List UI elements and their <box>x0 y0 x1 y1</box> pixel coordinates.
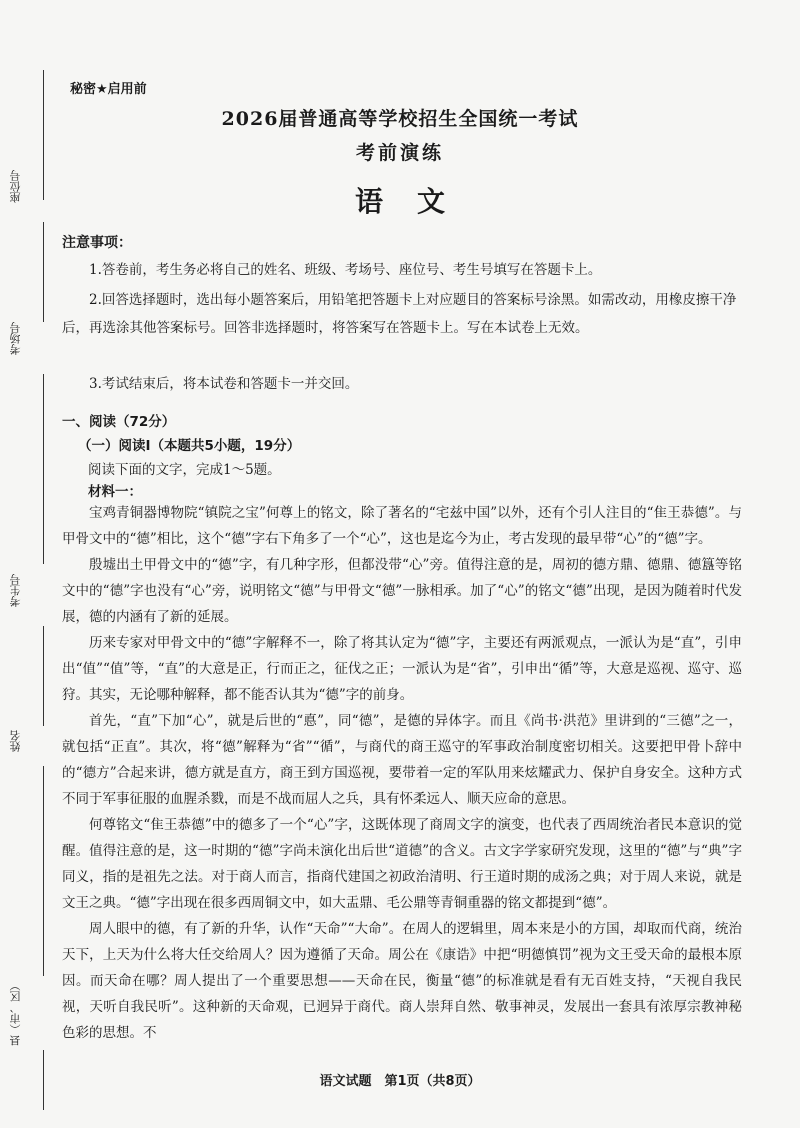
instruction: 阅读下面的文字，完成1～5题。 <box>88 462 281 478</box>
notice-item-1: 1.答卷前，考生务必将自己的姓名、班级、考场号、座位号、考生号填写在答题卡上。 <box>89 262 602 278</box>
margin-line <box>43 222 44 322</box>
secret-mark: 秘密★启用前 <box>70 82 147 97</box>
exam-subtitle: 考前演练 <box>355 142 444 164</box>
paragraph: 殷墟出土甲骨文中的“德”字，有几种字形，但都没带“心”旁。值得注意的是，周初的德方鼎、德鼎、德簋等铭文中的“德”字也没有“心”旁，说明铭文“德”与甲骨文“德”一脉相承。加了“心”的铭文“德”出现，是因为随着时代发展，德的内涵有了新的延展。 <box>62 557 742 625</box>
section-title: 一、阅读（72分） <box>62 414 176 430</box>
margin-line <box>43 374 44 564</box>
paragraph: 周人眼中的德，有了新的升华，认作“天命”“大命”。在周人的逻辑里，周本来是小的方国，却取而代商，统治天下，上天为什么将大任交给周人？因为遵循了天命。周公在《康诰》中把“明德慎罚”视为文王受天命的最根本原因。而天命在哪？周人提出了一个重要思想——天命在民，衡量“德”的标准就是看有无百姓支持，“天视自我民视，天听自我民听”。这种新的天命观，已迥异于商代。商人崇拜自然、敬事神灵，发展出一套具有浓厚宗教神秘色彩的思想。不 <box>62 921 742 1041</box>
paragraph: 历来专家对甲骨文中的“德”字解释不一，除了将其认定为“德”字，主要还有两派观点，一派认为是“直”，引申出“值”“值”等，“直”的大意是正，行而正之，征伐之正；一派认为是“省”，引申出“循”等，大意是巡视、巡守、巡狩。其实，无论哪种解释，都不能否认其为“德”字的前身。 <box>62 635 742 703</box>
subject-title: 语文 <box>354 185 479 218</box>
paragraph: 首先，“直”下加“心”，就是后世的“悳”，同“德”，是德的异体字。而且《尚书·洪范》里讲到的“三德”之一，就包括“正直”。其次，将“德”解释为“省”“循”，与商代的商王巡守的军事政治制度密切相关。这要把甲骨卜辞中的“德方”合起来讲，德方就是直方，商王到方国巡视，要带着一定的军队用来炫耀武力、保护自身安全。这种方式不同于军事征服的血腥杀戮，而是不战而屈人之兵，具有怀柔远人、顺天应命的意思。 <box>62 713 742 807</box>
binding-margin <box>0 0 58 1128</box>
paragraph: 何尊铭文“隹王恭德”中的德多了一个“心”字，这既体现了商周文字的演变，也代表了西周统治者民本意识的觉醒。值得注意的是，这一时期的“德”字尚未演化出后世“道德”的含义。古文字学家研究发现，这里的“德”与“典”字同义，指的是祖先之法。对于商人而言，指商代建国之初政治清明、行王道时期的成汤之典；对于周人来说，就是文王之典。“德”字出现在很多西周铜文中，如大盂鼎、毛公鼎等青铜重器的铭文都提到“德”。 <box>62 817 742 911</box>
margin-line <box>43 766 44 976</box>
material-label: 材料一： <box>88 484 142 500</box>
exam-title: 2026届普通高等学校招生全国统一考试 <box>221 108 579 130</box>
seat-number-label: 座位号 <box>9 170 22 203</box>
name-label: 姓名 <box>9 730 22 752</box>
subsection-title: （一）阅读Ⅰ（本题共5小题，19分） <box>78 438 301 454</box>
county-label: 县（市、区） <box>9 980 22 1046</box>
paragraph: 宝鸡青铜器博物院“镇院之宝”何尊上的铭文，除了著名的“宅兹中国”以外，还有个引人注目的“隹王恭德”。与甲骨文中的“德”相比，这个“德”字右下角多了一个“心”，这也是迄今为止，考古发现的最早带“心”的“德”字。 <box>62 505 742 547</box>
candidate-number-label: 考生号 <box>9 574 22 607</box>
notice-heading: 注意事项： <box>62 235 132 251</box>
page-footer: 语文试题 第1页（共8页） <box>319 1074 481 1089</box>
notice-item-3: 3.考试结束后，将本试卷和答题卡一并交回。 <box>89 376 359 392</box>
passage <box>62 500 742 1046</box>
margin-line <box>43 626 44 726</box>
notice-item-2: 2.回答选择题时，选出每小题答案后，用铅笔把答题卡上对应题目的答案标号涂黑。如需改动，用橡皮擦干净后，再选涂其他答案标号。回答非选择题时，将答案写在答题卡上。写在本试卷上无效。 <box>62 292 737 336</box>
exam-room-label: 考场号 <box>9 322 22 355</box>
